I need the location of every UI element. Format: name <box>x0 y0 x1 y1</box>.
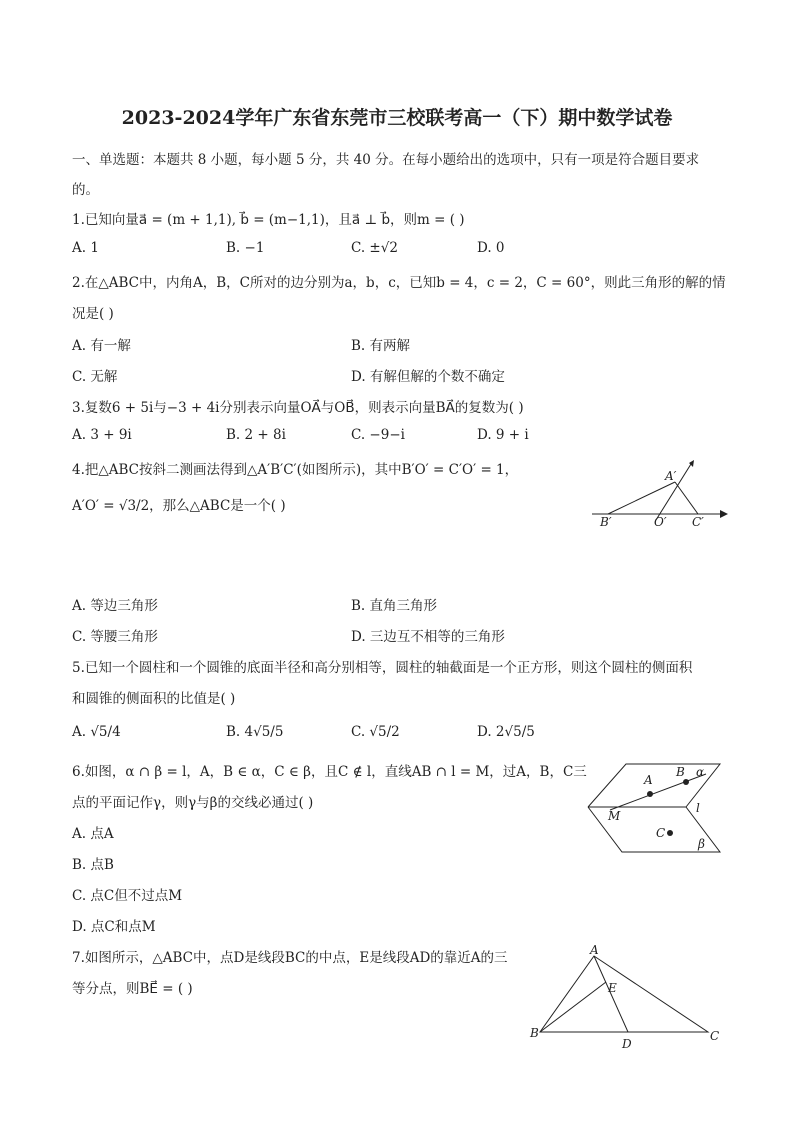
q6-option-b: B. 点B <box>72 857 114 873</box>
q6-label-m: M <box>608 809 621 823</box>
q4-figure <box>588 460 728 530</box>
q4-label-o: O′ <box>654 515 667 529</box>
q7-label-e: E <box>608 981 617 995</box>
section-heading-cont: 的。 <box>72 182 99 198</box>
q6-figure <box>586 760 722 856</box>
q4-option-a: A. 等边三角形 <box>72 598 158 614</box>
q6-stem-line2: 点的平面记作γ，则γ与β的交线必通过( ) <box>72 795 314 811</box>
q3-option-a: A. 3 + 9i <box>72 427 132 443</box>
q6-option-d: D. 点C和点M <box>72 919 156 935</box>
q4-option-d: D. 三边互不相等的三角形 <box>351 629 505 645</box>
q3-option-c: C. −9−i <box>351 427 405 443</box>
section-heading: 一、单选题：本题共 8 小题，每小题 5 分，共 40 分。在每小题给出的选项中，只有一项是符合题目要求 <box>72 152 700 168</box>
q3-option-b: B. 2 + 8i <box>226 427 286 443</box>
q6-option-c: C. 点C但不过点M <box>72 888 183 904</box>
q6-stem-line1: 6.如图，α ∩ β = l，A，B ∈ α，C ∈ β，且C ∉ l，直线AB ∩ l = M，过A，B，C三 <box>72 764 587 780</box>
q6-option-a: A. 点A <box>72 826 114 842</box>
q5-option-d: D. 2√5/5 <box>477 724 535 740</box>
q1-option-d: D. 0 <box>477 240 505 256</box>
q5-stem-line1: 5.已知一个圆柱和一个圆锥的底面半径和高分别相等，圆柱的轴截面是一个正方形，则这个圆柱的侧面积 <box>72 660 693 676</box>
q7-label-d: D <box>622 1037 632 1051</box>
q1-option-b: B. −1 <box>226 240 265 256</box>
q2-option-c: C. 无解 <box>72 369 118 385</box>
q2-stem-line1: 2.在△ABC中，内角A，B，C所对的边分别为a，b，c，已知b = 4，c = 2，C = 60°，则此三角形的解的情 <box>72 275 726 291</box>
q4-label-c: C′ <box>692 515 704 529</box>
q4-option-b: B. 直角三角形 <box>351 598 438 614</box>
q5-stem-line2: 和圆锥的侧面积的比值是( ) <box>72 691 236 707</box>
q6-label-l: l <box>696 801 700 815</box>
q2-option-b: B. 有两解 <box>351 338 411 354</box>
q4-stem-line1: 4.把△ABC按斜二测画法得到△A′B′C′(如图所示)，其中B′O′ = C′O′ = 1， <box>72 462 519 478</box>
q4-option-c: C. 等腰三角形 <box>72 629 158 645</box>
q5-option-a: A. √5/4 <box>72 724 121 740</box>
q7-stem-line1: 7.如图所示，△ABC中，点D是线段BC的中点，E是线段AD的靠近A的三 <box>72 950 508 966</box>
page-title: 2023-2024学年广东省东莞市三校联考高一（下）期中数学试卷 <box>121 107 673 129</box>
q6-label-a: A <box>644 773 653 787</box>
q7-label-a: A <box>590 944 599 957</box>
q4-label-a: A′ <box>665 469 677 483</box>
q2-option-a: A. 有一解 <box>72 338 131 354</box>
q1-option-c: C. ±√2 <box>351 240 398 256</box>
q4-label-b: B′ <box>600 515 612 529</box>
q4-stem-line2: A′O′ = √3/2，那么△ABC是一个( ) <box>72 498 286 514</box>
q7-stem-line2: 等分点，则BE⃗ = ( ) <box>72 981 193 997</box>
q2-option-d: D. 有解但解的个数不确定 <box>351 369 505 385</box>
q7-label-c: C <box>710 1029 720 1043</box>
q5-option-c: C. √5/2 <box>351 724 400 740</box>
q6-label-beta: β <box>698 837 705 851</box>
q3-option-d: D. 9 + i <box>477 427 529 443</box>
q5-option-b: B. 4√5/5 <box>226 724 284 740</box>
q6-label-c: C <box>656 826 666 840</box>
q2-stem-line2: 况是( ) <box>72 306 114 322</box>
q3-stem: 3.复数6 + 5i与−3 + 4i分别表示向量OA⃗与OB⃗，则表示向量BA⃗的复数为( ) <box>72 400 524 416</box>
q6-label-alpha: α <box>696 765 705 779</box>
q1-stem: 1.已知向量a⃗ = (m + 1,1), b⃗ = (m−1,1)，且a⃗ ⊥ b⃗，则m = ( ) <box>72 212 465 228</box>
q1-option-a: A. 1 <box>72 240 99 256</box>
q7-figure <box>526 944 726 1054</box>
q6-label-b: B <box>676 765 685 779</box>
q7-label-b: B <box>530 1026 539 1040</box>
